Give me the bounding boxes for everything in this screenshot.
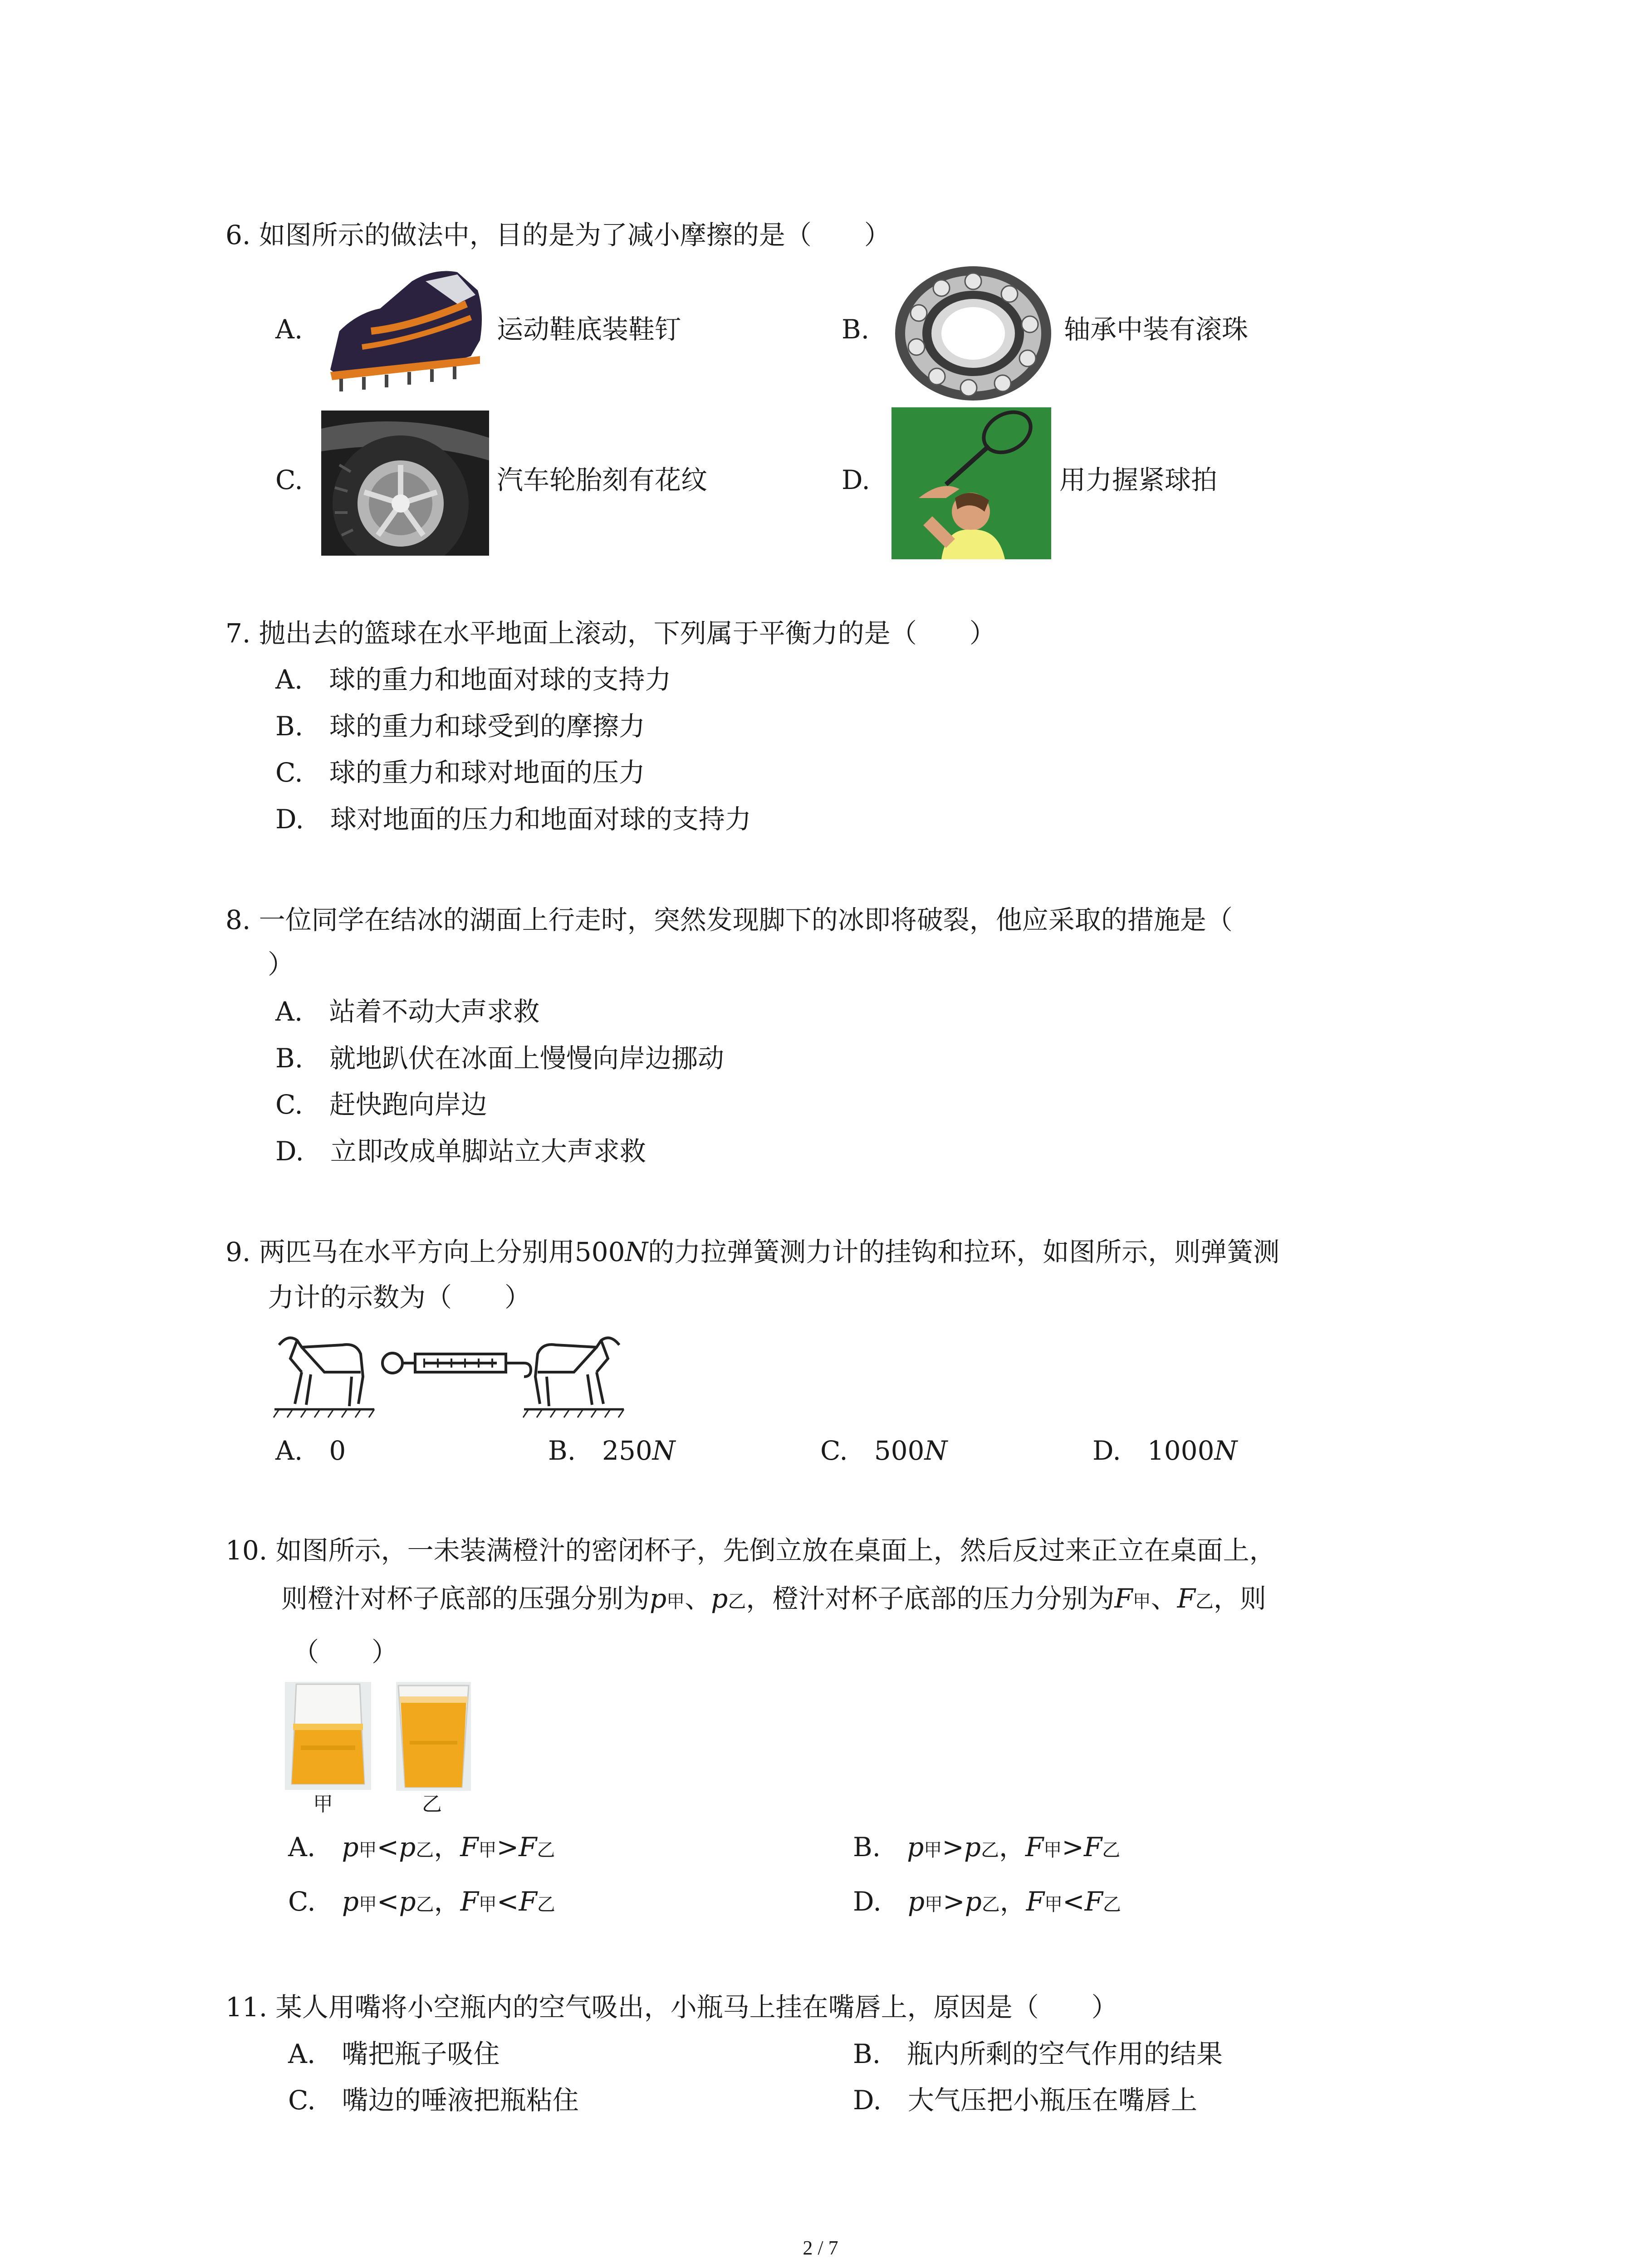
q6-stem: 6. 如图所示的做法中，目的是为了减小摩擦的是（ ） — [225, 220, 891, 250]
q10-figure-label-yi: 乙 — [422, 1793, 442, 1816]
q10-option-d: D. p甲>p乙，F甲<F乙 — [853, 1886, 1121, 1917]
q9-option-a: A. 0 — [275, 1435, 346, 1466]
cup-upright-image — [396, 1682, 471, 1791]
q6-option-d-letter: D. — [842, 464, 870, 495]
q6-option-a-text: 运动鞋底装鞋钉 — [497, 314, 681, 345]
q8-option-c: C. 赶快跑向岸边 — [275, 1089, 487, 1120]
q11-option-d: D. 大气压把小瓶压在嘴唇上 — [853, 2085, 1197, 2116]
q10-option-b: B. p甲>p乙，F甲>F乙 — [853, 1832, 1121, 1862]
q11-stem: 11. 某人用嘴将小空瓶内的空气吸出，小瓶马上挂在嘴唇上，原因是（ ） — [225, 1992, 1118, 2023]
ball-bearing-image — [892, 263, 1055, 404]
q7-option-a: A. 球的重力和地面对球的支持力 — [275, 664, 671, 695]
q11-option-a: A. 嘴把瓶子吸住 — [288, 2038, 500, 2069]
car-tire-tread-image — [321, 411, 489, 556]
q9-option-c: C. 500N — [820, 1435, 948, 1466]
q10-stem-line1: 10. 如图所示，一未装满橙汁的密闭杯子，先倒立放在桌面上，然后反过来正立在桌面上， — [225, 1535, 1276, 1566]
q11-option-c: C. 嘴边的唾液把瓶粘住 — [288, 2085, 579, 2116]
tennis-player-image — [892, 407, 1051, 559]
q6-option-b-text: 轴承中装有滚珠 — [1064, 314, 1249, 345]
q10-figure-label-jia: 甲 — [313, 1793, 333, 1816]
q8-stem-line2: ） — [268, 949, 294, 980]
q10-option-c: C. p甲<p乙，F甲<F乙 — [288, 1886, 555, 1917]
q6-option-a-letter: A. — [275, 314, 303, 345]
q9-option-b: B. 250N — [548, 1435, 676, 1466]
q9-option-d: D. 1000N — [1092, 1435, 1238, 1466]
q6-option-b-letter: B. — [842, 314, 870, 345]
cup-upside-down-image — [285, 1682, 371, 1790]
q11-option-b: B. 瓶内所剩的空气作用的结果 — [853, 2038, 1223, 2069]
spiked-running-shoe-image — [321, 263, 489, 399]
q9-stem-line2: 力计的示数为（ ） — [268, 1282, 531, 1313]
q6-option-c-letter: C. — [275, 464, 303, 495]
q7-stem: 7. 抛出去的篮球在水平地面上滚动，下列属于平衡力的是（ ） — [225, 618, 996, 649]
q7-option-d: D. 球对地面的压力和地面对球的支持力 — [275, 804, 751, 835]
q9-stem-line1: 9. 两匹马在水平方向上分别用500N的力拉弹簧测力计的挂钩和拉环，如图所示，则弹簧测 — [225, 1237, 1280, 1267]
q10-option-a: A. p甲<p乙，F甲>F乙 — [288, 1832, 555, 1862]
q6-option-d-text: 用力握紧球拍 — [1059, 464, 1218, 495]
horses-spring-scale-figure — [270, 1327, 628, 1422]
q8-option-b: B. 就地趴伏在冰面上慢慢向岸边挪动 — [275, 1043, 725, 1074]
q7-option-c: C. 球的重力和球对地面的压力 — [275, 757, 645, 788]
q7-option-b: B. 球的重力和球受到的摩擦力 — [275, 711, 646, 742]
q10-stem-line3: （ ） — [293, 1637, 398, 1667]
q10-stem-line2: 则橙汁对杯子底部的压强分别为p甲、p乙，橙汁对杯子底部的压力分别为F甲、F乙，则 — [281, 1583, 1266, 1614]
q8-stem-line1: 8. 一位同学在结冰的湖面上行走时，突然发现脚下的冰即将破裂，他应采取的措施是（ — [225, 904, 1233, 935]
q8-option-a: A. 站着不动大声求救 — [275, 996, 540, 1027]
q8-option-d: D. 立即改成单脚站立大声求救 — [275, 1136, 646, 1167]
q6-option-c-text: 汽车轮胎刻有花纹 — [497, 464, 708, 495]
page-number: 2 / 7 — [803, 2237, 838, 2259]
